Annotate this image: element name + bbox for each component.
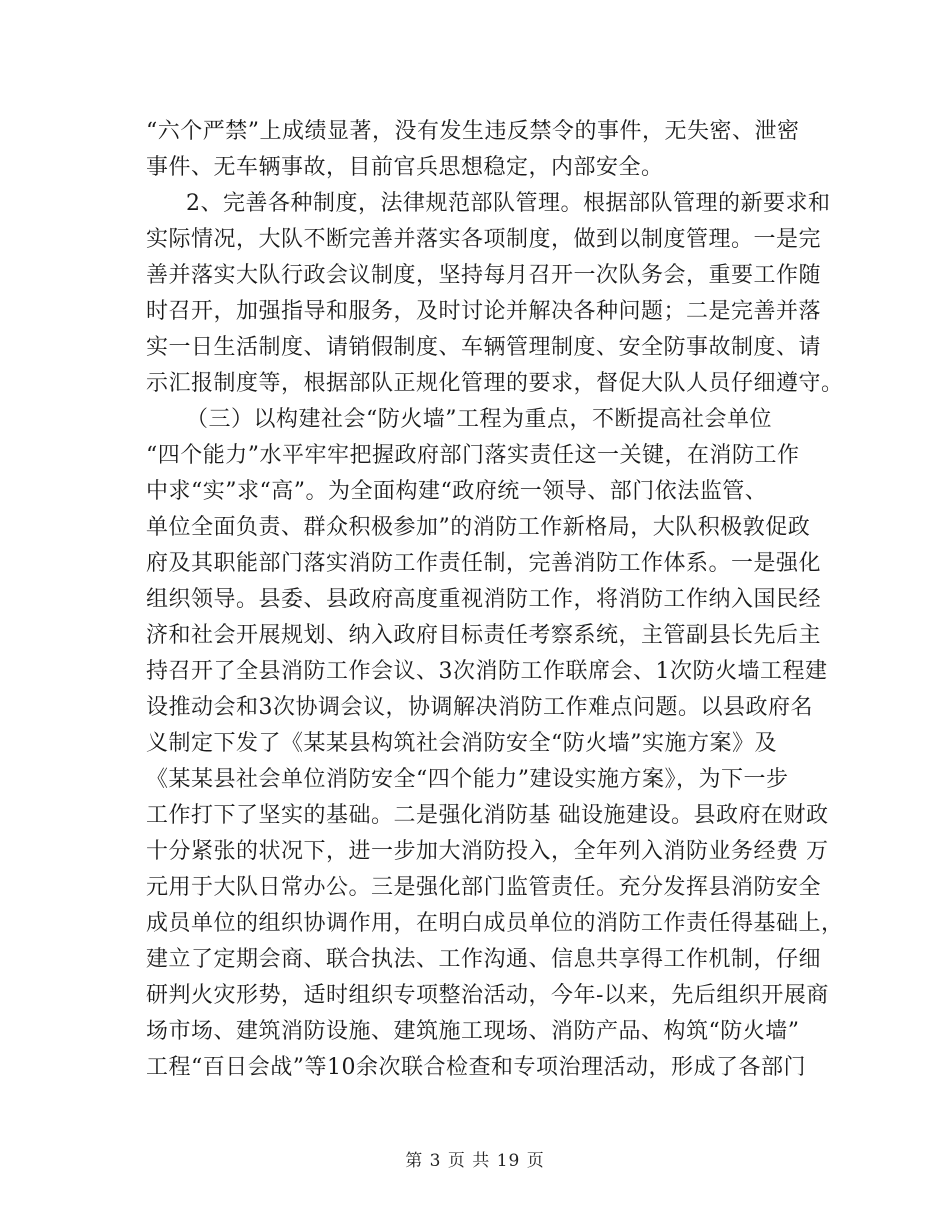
text-line: 成员单位的组织协调作用，在明白成员单位的消防工作责任得基础上， <box>146 911 844 936</box>
text-line: 实一日生活制度、请销假制度、车辆管理制度、安全防事故制度、请 <box>146 335 822 360</box>
text-line: 中求“实”求“高”。为全面构建“政府统一领导、部门依法监管、 <box>146 479 768 504</box>
text-line: 事件、无车辆事故，目前官兵思想稳定，内部安全。 <box>146 155 664 180</box>
text-line: 实际情况，大队不断完善并落实各项制度，做到以制度管理。一是完 <box>146 227 822 252</box>
text-line: 工作打下了坚实的基础。二是强化消防基 础设施建设。县政府在财政 <box>146 803 829 828</box>
text-line: 十分紧张的状况下，进一步加大消防投入，全年列入消防业务经费 万 <box>146 839 829 864</box>
text-line: 建立了定期会商、联合执法、工作沟通、信息共享得工作机制，仔细 <box>146 947 822 972</box>
text-line: 工程“百日会战”等10余次联合检查和专项治理活动，形成了各部门 <box>146 1055 806 1080</box>
text-line: 持召开了全县消防工作会议、3次消防工作联席会、1次防火墙工程建 <box>146 659 828 684</box>
text-line: “四个能力”水平牢牢把握政府部门落实责任这一关键，在消防工作 <box>146 443 800 468</box>
page-number-footer: 第 3 页 共 19 页 <box>405 1151 545 1171</box>
text-line: “六个严禁”上成绩显著，没有发生违反禁令的事件，无失密、泄密 <box>146 119 800 144</box>
text-line: 《某某县社会单位消防安全“四个能力”建设实施方案》，为下一步 <box>146 767 789 792</box>
text-line: 组织领导。县委、县政府高度重视消防工作，将消防工作纳入国民经 <box>146 587 822 612</box>
section-heading-line: （三）以构建社会“防火墙”工程为重点，不断提高社会单位 <box>186 407 772 432</box>
text-line: 设推动会和3次协调会议，协调解决消防工作难点问题。以县政府名 <box>146 695 813 720</box>
text-line: 场市场、建筑消防设施、建筑施工现场、消防产品、构筑“防火墙” <box>146 1019 800 1044</box>
text-line: 2、完善各种制度，法律规范部队管理。根据部队管理的新要求和 <box>186 191 831 216</box>
text-line: 研判火灾形势，适时组织专项整治活动，今年-以来，先后组织开展商 <box>146 983 829 1008</box>
text-line: 单位全面负责、群众积极参加”的消防工作新格局，大队积极敦促政 <box>146 515 811 540</box>
text-line: 府及其职能部门落实消防工作责任制，完善消防工作体系。一是强化 <box>146 551 822 576</box>
text-line: 时召开，加强指导和服务，及时讨论并解决各种问题；二是完善并落 <box>146 299 822 324</box>
text-line: 元用于大队日常办公。三是强化部门监管责任。充分发挥县消防安全 <box>146 875 822 900</box>
text-line: 善并落实大队行政会议制度，坚持每月召开一次队务会，重要工作随 <box>146 263 822 288</box>
text-line: 示汇报制度等，根据部队正规化管理的要求，督促大队人员仔细遵守。 <box>146 371 844 396</box>
text-line: 义制定下发了《某某县构筑社会消防安全“防火墙”实施方案》及 <box>146 731 777 756</box>
text-line: 济和社会开展规划、纳入政府目标责任考察系统，主管副县长先后主 <box>146 623 822 648</box>
